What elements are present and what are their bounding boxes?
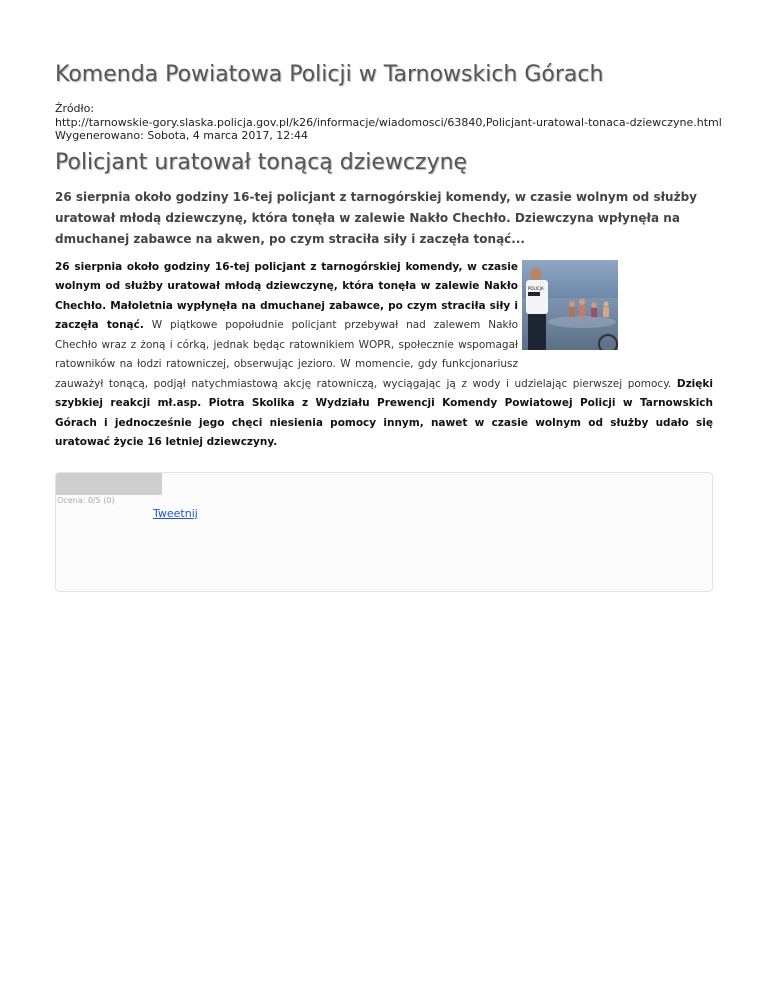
body-normal: W piątkowe popołudnie policjant przebywał nad zalewem Nakło Chechło wraz z żoną i córką, jednak będąc ratownikiem WOPR, społecznie wspomagał ratowników na łodzi ratowniczej, obserwując jezioro. W momencie, gdy funkcjonariusz zauważył tonącą, podjął natychmiastową akcję ratowniczą, wyciągając ją z wody i udzielając pierwszej pomocy. <box>55 319 677 390</box>
article-body <box>55 258 713 453</box>
body-bold-1: 26 sierpnia około godziny 16-tej policjant z tarnogórskiej komendy, w czasie wolnym od służby uratował młodą dziewczynę, która tonęła w zalewie Nakło Chechło. Małoletnia wypłynęła na dmuchanej zabawce, po czym straciła siły i zaczęła tonąć. <box>55 260 518 331</box>
document-page <box>55 60 722 453</box>
source-meta <box>55 102 722 143</box>
rating-widget[interactable] <box>56 473 162 495</box>
source-label: Źródło: <box>55 102 95 115</box>
source-url: http://tarnowskie-gory.slaska.policja.gov.pl/k26/informacje/wiadomosci/63840,Policjant-uratowal-tonaca-dziewczyne.html <box>55 115 722 129</box>
site-title: Komenda Powiatowa Policji w Tarnowskich Górach <box>55 62 604 87</box>
article-lead: 26 sierpnia około godziny 16-tej policjant z tarnogórskiej komendy, w czasie wolnym od służby uratował młodą dziewczynę, która tonęła w zalewie Nakło Chechło. Dziewczyna wpłynęła na dmuchanej zabawce na akwen, po czym straciła siły i zaczęła tonąć... <box>55 189 697 246</box>
article-photo <box>522 260 618 350</box>
tweet-link[interactable]: Tweetnij <box>153 507 198 520</box>
body-bold-2: Dzięki szybkiej reakcji mł.asp. Piotra Skolika z Wydziału Prewencji Komendy Powiatowej Policji w Tarnowskich Górach i jednocześnie jego chęci niesienia pomocy innym, nawet w czasie wolnym od służby udało się uratować życie 16 letniej dziewczyny. <box>55 377 713 448</box>
rating-text: Ocena: 0/5 (0) <box>57 496 115 505</box>
rating-box <box>55 472 713 592</box>
photo-image <box>522 260 618 350</box>
generated-date: Wygenerowano: Sobota, 4 marca 2017, 12:44 <box>55 129 309 142</box>
photo-badge-text: POLICJA <box>528 285 544 291</box>
article-title: Policjant uratował tonącą dziewczynę <box>55 149 468 175</box>
